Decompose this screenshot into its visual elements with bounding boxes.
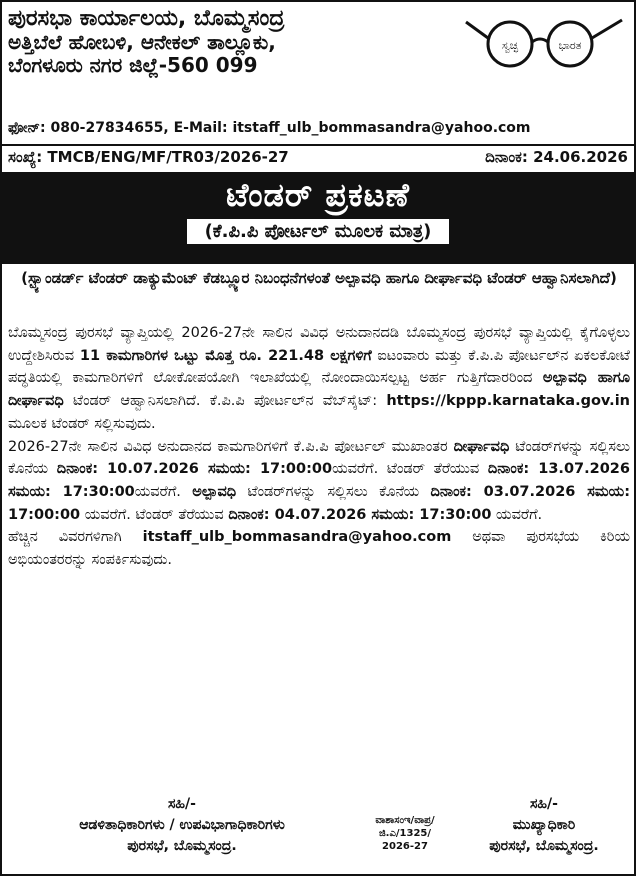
paragraph-3: [8, 526, 630, 571]
address-line-2: ಬೆಂಗಳೂರು ನಗರ ಜಿಲ್ಲೆ-560 099: [8, 53, 258, 78]
contact-email: itstaff_ulb_bommasandra@yahoo.com: [142, 529, 452, 546]
dipr-line: 2026-27: [382, 841, 428, 852]
divider: [2, 144, 634, 146]
logo-right-text: ಭಾರತ: [558, 39, 582, 52]
dipr-line: ವಾಶಾಸಂಇ/ವಾಪ್ರ/: [375, 815, 435, 826]
short-term-submission-date: ದಿನಾಂಕ: 03.07.2026 ಸಮಯ: 17:00:00: [8, 483, 630, 523]
text-segment: 2026-27ನೇ ಸಾಲಿನ ವಿವಿಧ ಅನುದಾನದ ಕಾಮಗಾರಿಗಳಿಗೆ ಕೆ.ಪಿ.ಪಿ ಪೋರ್ಟಲ್ ಮುಖಾಂತರ: [8, 438, 454, 455]
sub-heading: (ಸ್ಟ್ಯಾಂಡರ್ಡ್ ಟೆಂಡರ್ ಡಾಕ್ಯುಮೆಂಟ್ ಕೆಡಬ್ಲ್ಯೂರ ನಿಬಂಧನೆಗಳಂತೆ ಅಲ್ಪಾವಧಿ ಹಾಗೂ ದೀರ್ಘಾವಧಿ ಟೆಂಡರ್ ಆಹ್ವಾನಿಸಲಾಗಿದೆ): [21, 269, 617, 287]
swachh-bharat-glasses-icon: [458, 8, 630, 70]
signature-mark: ಸಹಿ/-: [168, 796, 196, 812]
long-term-label: ದೀರ್ಘಾವಧಿ: [453, 438, 510, 455]
text-segment: ಯವರೆಗೆ. ಟೆಂಡರ್ ತೆರೆಯುವ: [80, 506, 229, 523]
long-term-submission-date: ದಿನಾಂಕ: 10.07.2026 ಸಮಯ: 17:00:00: [56, 461, 333, 478]
title-banner: [2, 172, 634, 264]
text-segment: ಯವರೆಗೆ. ಟೆಂಡರ್ ತೆರೆಯುವ: [332, 461, 488, 478]
text-segment: ಯವರೆಗೆ.: [491, 506, 543, 523]
text-segment: ಮೂಲಕ ಟೆಂಡರ್ ಸಲ್ಲಿಸುವುದು.: [8, 415, 156, 432]
swachh-bharat-logo: [458, 8, 630, 70]
signatory-office: ಪುರಸಭೆ, ಬೊಮ್ಮಸಂದ್ರ.: [489, 838, 599, 854]
dipr-reference: [360, 814, 450, 853]
reference-date: ದಿನಾಂಕ: 24.06.2026: [485, 148, 628, 166]
short-term-label: ಅಲ್ಪಾವಧಿ: [192, 483, 237, 500]
reference-number: ಸಂಖ್ಯೆ: TMCB/ENG/MF/TR03/2026-27: [8, 148, 289, 166]
text-segment: ಟೆಂಡರ್‌ಗಳನ್ನು ಸಲ್ಲಿಸಲು ಕೊನೆಯ: [236, 483, 431, 500]
short-term-opening-date: ದಿನಾಂಕ: 04.07.2026 ಸಮಯ: 17:30:00: [228, 506, 492, 523]
signature-block-left: [8, 794, 356, 857]
signature-mark: ಸಹಿ/-: [530, 796, 558, 812]
contact-line: ಫೋನ್: 080-27834655, E-Mail: itstaff_ulb_bommasandra@yahoo.com: [8, 120, 531, 136]
long-term-opening-date: ದಿನಾಂಕ: 13.07.2026 ಸಮಯ: 17:30:00: [8, 461, 630, 500]
portal-url: https://kppp.karnataka.gov.in: [386, 393, 630, 410]
signatory-title: ಮುಖ್ಯಾಧಿಕಾರಿ: [512, 817, 576, 833]
text-segment: ಅಥವಾ ಪುರಸಭೆಯ ಕಿರಿಯ ಅಭಿಯಂತರರನ್ನು ಸಂಪರ್ಕಿಸುವುದು.: [8, 529, 630, 569]
notice-subtitle: (ಕೆ.ಪಿ.ಪಿ ಪೋರ್ಟಲ್ ಮೂಲಕ ಮಾತ್ರ): [187, 219, 450, 244]
works-amount: 11 ಕಾಮಗಾರಿಗಳ ಒಟ್ಟು ಮೊತ್ತ ರೂ. 221.48 ಲಕ್ಷಗಳಿಗೆ: [79, 347, 372, 364]
office-header: [8, 6, 448, 77]
reference-line: [8, 148, 630, 166]
text-segment: ಐಟಂವಾರು ಮತ್ತು ಕೆ.ಪಿ.ಪಿ ಪೋರ್ಟಲ್‌ನ ಏಕಲಕೋಟೆ ಪದ್ಧತಿಯಲ್ಲಿ ಕಾಮಗಾರಿಗಳಿಗೆ ಲೋಕೋಪಯೋಗಿ ಇಲಾಖೆಯಲ್ಲಿ ನೋಂದಾಯಿಸಲ್ಪಟ್ಟ ಅರ್ಹ ಗುತ್ತಿಗೆದಾರರಿಂದ: [8, 347, 630, 387]
signature-block-right: [458, 794, 630, 857]
dipr-line: ಜಿ.ಎ/1325/: [378, 828, 432, 839]
text-segment: ಟೆಂಡರ್‌ಗಳನ್ನು ಸಲ್ಲಿಸಲು ಕೊನೆಯ: [8, 438, 630, 478]
address-line-1: ಅತ್ತಿಬೆಲೆ ಹೋಬಳಿ, ಆನೇಕಲ್ ತಾಲ್ಲೂಕು,: [8, 30, 276, 55]
notice-title: ಟೆಂಡರ್ ಪ್ರಕಟಣೆ: [226, 176, 410, 214]
signatory-title: ಆಡಳಿತಾಧಿಕಾರಿಗಳು / ಉಪವಿಭಾಗಾಧಿಕಾರಿಗಳು: [79, 817, 285, 833]
text-segment: ಟೆಂಡರ್ ಆಹ್ವಾನಿಸಲಾಗಿದೆ. ಕೆ.ಪಿ.ಪಿ ಪೋರ್ಟಲ್‌ನ ವೆಬ್‌ಸೈಟ್:: [63, 393, 387, 410]
paragraph-1: [8, 322, 630, 436]
tender-types: ಅಲ್ಪಾವಧಿ ಹಾಗೂ ದೀರ್ಘಾವಧಿ: [8, 370, 630, 410]
signatory-office: ಪುರಸಭೆ, ಬೊಮ್ಮಸಂದ್ರ.: [127, 838, 237, 854]
office-name: ಪುರಸಭಾ ಕಾರ್ಯಾಲಯ, ಬೊಮ್ಮಸಂದ್ರ: [8, 6, 285, 31]
text-segment: ಹೆಚ್ಚಿನ ವಿವರಗಳಿಗಾಗಿ: [8, 529, 143, 546]
text-segment: ಬೊಮ್ಮಸಂದ್ರ ಪುರಸಭೆ ವ್ಯಾಪ್ತಿಯಲ್ಲಿ 2026-27ನೇ ಸಾಲಿನ ವಿವಿಧ ಅನುದಾನದಡಿ ಬೊಮ್ಮಸಂದ್ರ ಪುರಸಭೆ ವ್ಯಾಪ್ತಿಯಲ್ಲಿ ಕೈಗೊಳ್ಳಲು ಉದ್ದೇಶಿಸಿರುವ: [8, 325, 630, 364]
text-segment: ಯವರೆಗೆ.: [134, 483, 193, 500]
logo-left-text: ಸ್ವಚ್ಛ: [501, 39, 519, 52]
paragraph-2: [8, 436, 630, 527]
notice-body: [8, 322, 630, 572]
